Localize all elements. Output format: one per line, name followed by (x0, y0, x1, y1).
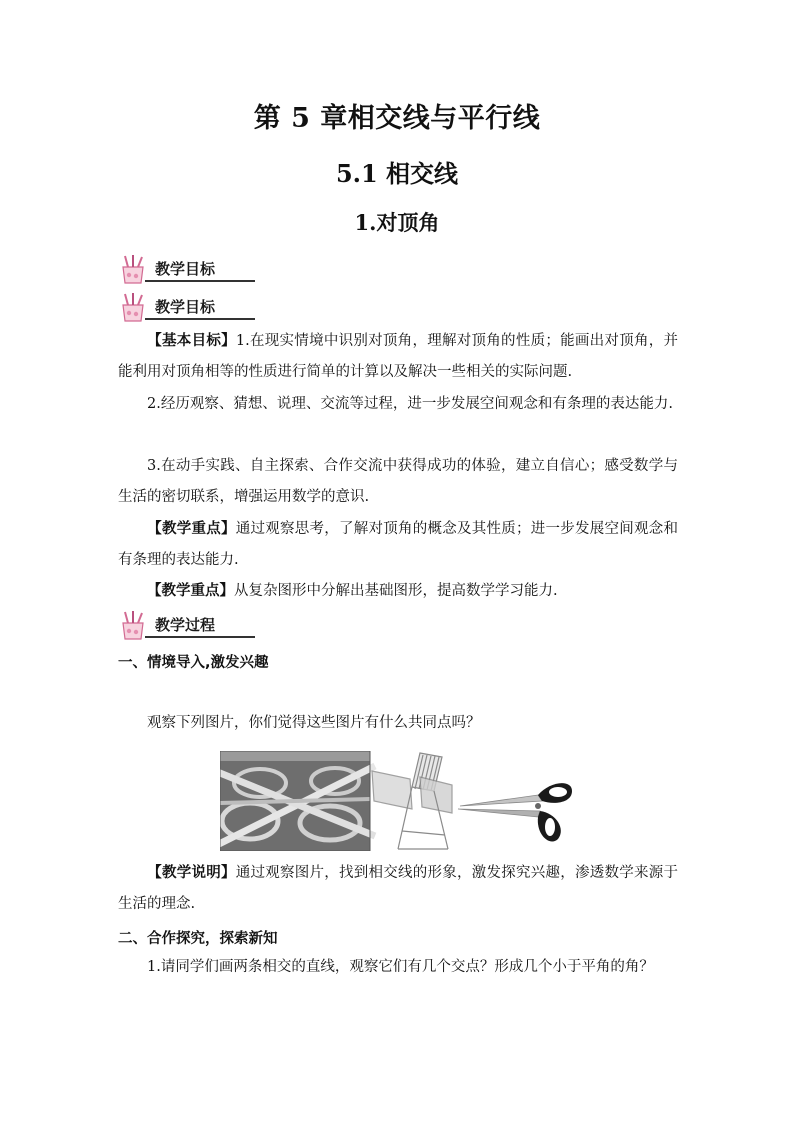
teaching-note-tag: 【教学说明】 (147, 864, 236, 881)
badge-label: 教学目标 (155, 260, 216, 278)
goal-item-3-text: 3.在动手实践、自主探索、合作交流中获得成功的体验，建立自信心；感受数学与生活的密切联系，增强运用数学的意识. (118, 458, 678, 505)
highway-interchange-image (220, 751, 375, 851)
key-point-paragraph (118, 513, 678, 576)
goal-item-2 (118, 389, 678, 420)
teaching-goal-badge (117, 253, 247, 285)
scissors-image (458, 783, 572, 841)
teaching-note-paragraph (118, 857, 678, 920)
goal-item-3 (118, 451, 678, 513)
badge-underline (145, 318, 255, 320)
section-title: 5.1 相交线 (335, 159, 459, 188)
basic-goal-paragraph (118, 325, 678, 388)
observe-prompt (118, 708, 678, 739)
badge-underline (145, 636, 255, 638)
chapter-title: 第 5 章相交线与平行线 (253, 103, 541, 134)
intersecting-lines-photos (220, 751, 590, 851)
teaching-process-badge (117, 609, 247, 641)
badge-label: 教学过程 (155, 616, 216, 634)
section-heading-1: 一、情境导入,激发兴趣 (118, 655, 269, 671)
goal-item-2-text: 2.经历观察、猜想、说理、交流等过程，进一步发展空间观念和有条理的表达能力. (147, 396, 673, 412)
key-point-tag: 【教学重点】 (147, 520, 236, 537)
badge-label: 教学目标 (155, 298, 216, 316)
key-point-2-tag: 【教学重点】 (147, 582, 234, 599)
drying-rack-image (372, 753, 452, 849)
basic-goal-tag: 【基本目标】 (147, 332, 236, 349)
teaching-note-text: 通过观察图片，找到相交线的形象，激发探究兴趣，渗透数学来源于生活的理念. (118, 865, 678, 912)
basic-goal-text: 1.在现实情境中识别对顶角，理解对顶角的性质；能画出对顶角，并能利用对顶角相等的性质进行简单的计算以及解决一些相关的实际问题. (118, 333, 679, 380)
key-point-text: 通过观察思考，了解对顶角的概念及其性质；进一步发展空间观念和有条理的表达能力. (118, 521, 678, 568)
key-point-2-text: 从复杂图形中分解出基础图形，提高数学学习能力. (234, 583, 558, 599)
subsection-title: 1.对顶角 (354, 210, 440, 235)
question-1-text: 1.请同学们画两条相交的直线，观察它们有几个交点？形成几个小于平角的角？ (147, 959, 654, 975)
section-heading-2: 二、合作探究，探索新知 (118, 931, 278, 947)
badge-underline (145, 280, 255, 282)
question-1 (118, 952, 678, 983)
teaching-goal-badge-2 (117, 291, 247, 323)
key-point-2-paragraph (118, 575, 678, 607)
observe-prompt-text: 观察下列图片，你们觉得这些图片有什么共同点吗？ (147, 715, 481, 731)
